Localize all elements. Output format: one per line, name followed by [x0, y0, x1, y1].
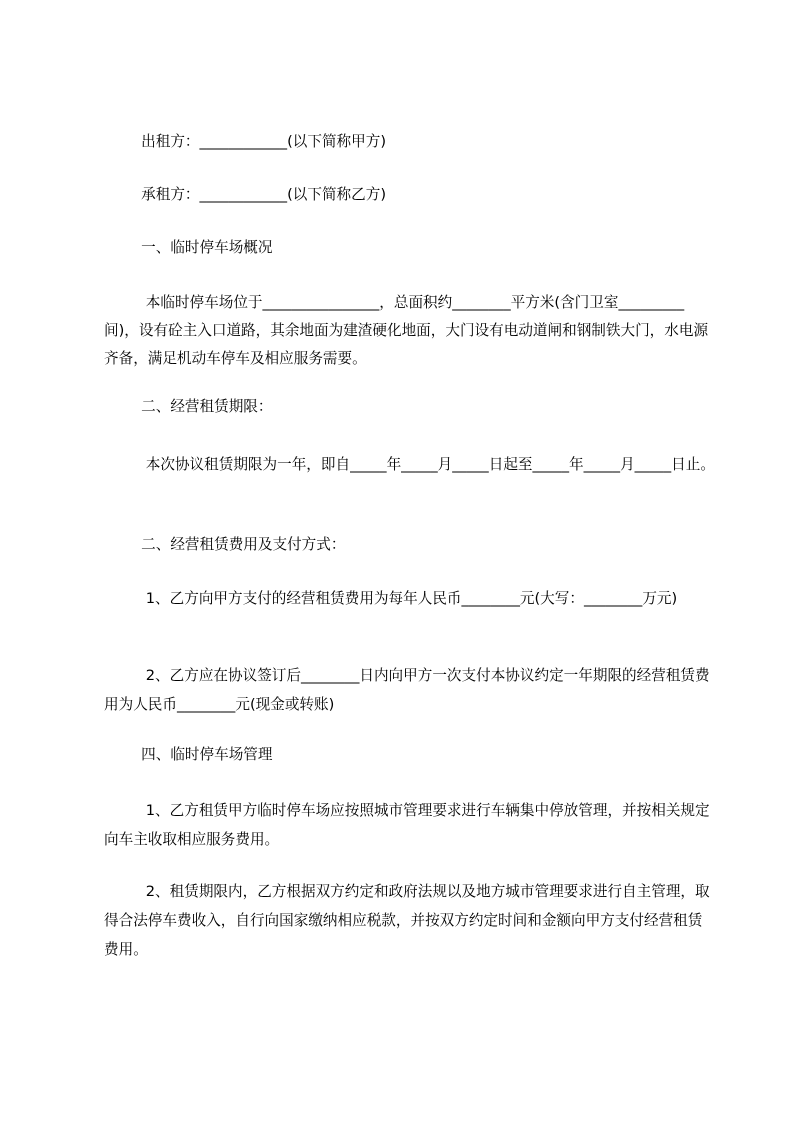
section-3-item-2: 2、乙方应在协议签订后________日内向甲方一次支付本协议约定一年期限的经营租赁费用为人民币________元(现金或转账) [104, 667, 710, 713]
section-1-body: 本临时停车场位于________________，总面积约________平方米(含门卫室_________间)，设有砼主入口道路，其余地面为建渣硬化地面，大门设有电动道闸和钢制铁大门，水电源齐备，满足机动车停车及相应服务需要。 [104, 294, 709, 367]
section-4-item-1: 1、乙方租赁甲方临时停车场应按照城市管理要求进行车辆集中停放管理，并按相关规定向车主收取相应服务费用。 [104, 802, 710, 848]
lessee-line: 承租方：____________(以下简称乙方) [104, 186, 387, 203]
section-3-item-1: 1、乙方向甲方支付的经营租赁费用为每年人民币________元(大写：________万元) [104, 590, 678, 607]
section-1-heading: 一、临时停车场概况 [104, 239, 273, 256]
section-2-body: 本次协议租赁期限为一年，即自_____年_____月_____日起至_____年_____月_____日止。 [104, 456, 715, 473]
section-4-item-2: 2、租赁期限内，乙方根据双方约定和政府法规以及地方城市管理要求进行自主管理，取得合法停车费收入，自行向国家缴纳相应税款，并按双方约定时间和金额向甲方支付经营租赁费用。 [104, 883, 710, 958]
section-4-heading: 四、临时停车场管理 [104, 746, 273, 763]
section-3-heading: 二、经营租赁费用及支付方式： [104, 536, 346, 553]
lessor-line: 出租方：____________(以下简称甲方) [104, 133, 387, 150]
section-2-heading: 二、经营租赁期限： [104, 398, 273, 415]
